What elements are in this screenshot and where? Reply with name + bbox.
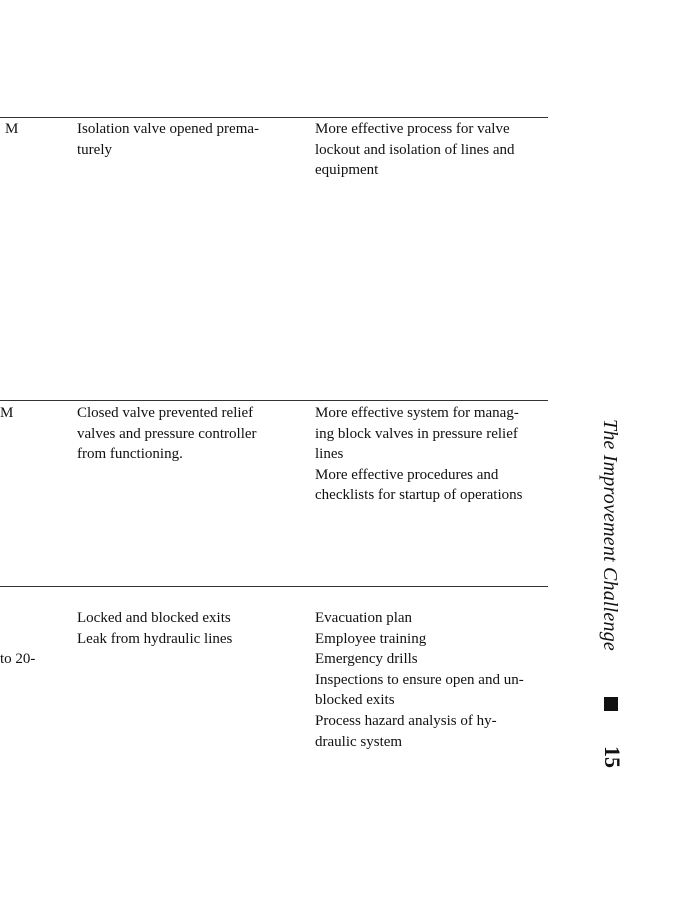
text-line: Inspections to ensure open and un-	[315, 671, 524, 688]
text-line: More effective procedures and	[315, 466, 499, 483]
text-line: Closed valve prevented relief	[77, 405, 254, 421]
row2-description	[77, 403, 257, 465]
text-line: More effective system for manag-	[315, 405, 519, 421]
text-line: Emergency drills	[315, 651, 418, 668]
page-number: 15	[600, 746, 625, 768]
text-line: Process hazard analysis of hy-	[315, 712, 497, 729]
row2-cause-fragment	[0, 403, 13, 424]
row-divider	[0, 586, 548, 587]
text-line: valves and pressure controller	[77, 425, 257, 442]
text-line: Employee training	[315, 630, 427, 647]
text-line: blocked exits	[315, 692, 395, 709]
text-line	[0, 629, 35, 650]
text-line: Evacuation plan	[315, 610, 413, 626]
text-line: equipment	[315, 162, 379, 179]
row-divider	[0, 117, 548, 118]
text-line: turely	[77, 141, 112, 158]
text-line: to 20-	[0, 651, 36, 668]
square-bullet-icon	[604, 697, 618, 711]
row1-cause-fragment	[5, 119, 18, 140]
running-head: The Improvement Challenge	[599, 419, 621, 651]
text-line	[0, 608, 35, 629]
text-line: M	[0, 405, 14, 421]
text-line: checklists for startup of operations	[315, 487, 523, 504]
text-line: Isolation valve opened prema-	[77, 121, 260, 137]
text-line: ing block valves in pressure relief	[315, 425, 518, 442]
row3-remedy	[315, 608, 524, 752]
text-line: Leak from hydraulic lines	[77, 630, 233, 647]
row2-remedy	[315, 403, 522, 506]
text-line: from functioning.	[77, 446, 183, 463]
text-line: More effective process for valve	[315, 121, 510, 137]
row3-cause-fragment	[0, 608, 35, 670]
text-line: draulic system	[315, 733, 403, 750]
row3-description	[77, 608, 232, 649]
row1-description	[77, 119, 259, 160]
text-line: lines	[315, 446, 344, 463]
text-line: Locked and blocked exits	[77, 610, 231, 626]
text-line: M	[5, 121, 19, 137]
row1-remedy	[315, 119, 515, 181]
row-divider	[0, 400, 548, 401]
text-line: lockout and isolation of lines and	[315, 141, 515, 158]
